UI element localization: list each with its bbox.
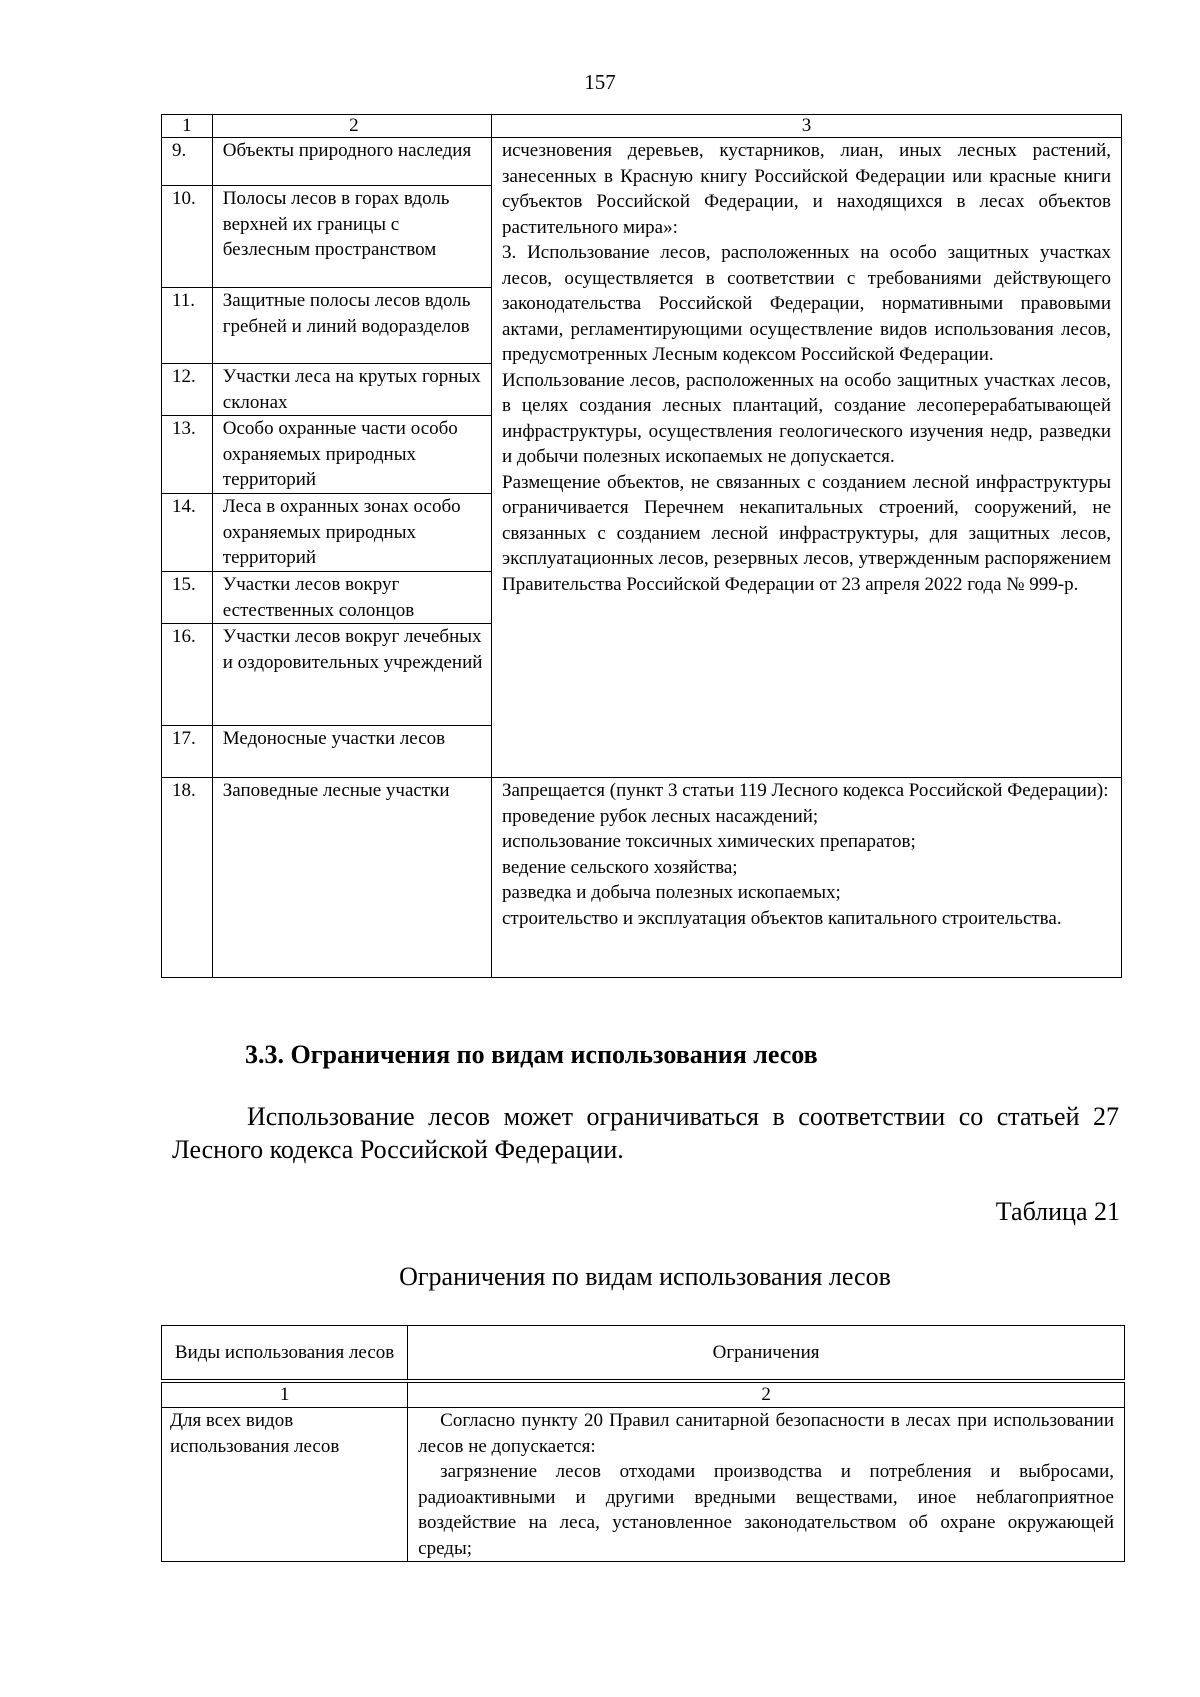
row-number: 14.	[162, 494, 213, 572]
table-number-row	[162, 1383, 1125, 1408]
row-number: 15.	[162, 572, 213, 624]
row-name: Медоносные участки лесов	[212, 726, 491, 778]
row-name: Объекты природного наследия	[212, 138, 491, 186]
row-name: Участки лесов вокруг естественных солонцов	[212, 572, 491, 624]
restriction-paragraph: 3. Использование лесов, расположенных на особо защитных участках лесов, осуществляется в соответствии с требованиями действующего законодательства Российской Федерации, нормативными правовыми актами, регламентирующими осуществление видов использования лесов, предусмотренных Лесным кодексом Российской Федерации.	[502, 242, 1111, 365]
restriction-paragraph: Использование лесов, расположенных на особо защитных участках лесов, в целях создания лесных плантаций, создание лесоперерабатывающей инфраструктуры, осуществления геологического изучения недр, разведки и добычи полезных ископаемых не допускается.	[502, 369, 1111, 467]
row-number: 11.	[162, 288, 213, 364]
column-header: Ограничения	[408, 1326, 1125, 1380]
table-row	[162, 778, 1122, 978]
restriction-line: использование токсичных химических препаратов;	[502, 831, 916, 852]
restrictions-cell	[492, 778, 1122, 978]
table-label: Таблица 21	[995, 1197, 1120, 1226]
row-number: 17.	[162, 726, 213, 778]
restriction-paragraph: Размещение объектов, не связанных с созданием лесной инфраструктуры ограничивается Перечнем некапитальных строений, сооружений, не связанных с созданием лесной инфраструктуры, для защитных лесов, эксплуатационных лесов, резервных лесов, утвержденным распоряжением Правительства Российской Федерации от 23 апреля 2022 года № 999-р.	[502, 471, 1111, 595]
table-row	[162, 1408, 1125, 1562]
restriction-paragraph: исчезновения деревьев, кустарников, лиан, иных лесных растений, занесенных в Красную книгу Российской Федерации или красные книги субъектов Российской Федерации, и находящихся в лесах объектов растительного мира»:	[502, 140, 1111, 238]
row-number: 10.	[162, 186, 213, 288]
column-header: 3	[492, 115, 1122, 138]
row-name: Полосы лесов в горах вдоль верхней их границы с безлесным пространством	[212, 186, 491, 288]
restriction-line: Запрещается (пункт 3 статьи 119 Лесного кодекса Российской Федерации):	[502, 780, 1109, 801]
table-title: Ограничения по видам использования лесов	[399, 1262, 891, 1291]
restrictions-cell	[408, 1408, 1125, 1562]
restriction-line: проведение рубок лесных насаждений;	[502, 805, 819, 827]
row-number: 13.	[162, 416, 213, 494]
row-number: 12.	[162, 364, 213, 416]
restriction-paragraph: Согласно пункту 20 Правил санитарной безопасности в лесах при использовании лесов не допускается:	[418, 1410, 1114, 1457]
row-name: Участки лесов вокруг лечебных и оздоровительных учреждений	[212, 624, 491, 726]
row-number: 18.	[162, 778, 213, 978]
column-number: 2	[408, 1383, 1125, 1408]
page-number: 157	[584, 70, 616, 94]
row-number: 16.	[162, 624, 213, 726]
section-heading: 3.3. Ограничения по видам использования лесов	[245, 1040, 818, 1069]
restriction-line: ведение сельского хозяйства;	[502, 856, 738, 878]
protective-areas-table	[161, 114, 1122, 978]
column-header: 1	[162, 115, 213, 138]
row-name: Заповедные лесные участки	[212, 778, 491, 978]
row-name: Особо охранные части особо охраняемых природных территорий	[212, 416, 491, 494]
table-row	[162, 138, 1122, 186]
usage-type: Для всех видов использования лесов	[162, 1408, 408, 1562]
row-name: Леса в охранных зонах особо охраняемых природных территорий	[212, 494, 491, 572]
restriction-line: строительство и эксплуатация объектов капитального строительства.	[502, 907, 1062, 929]
restrictions-cell	[492, 138, 1122, 778]
usage-restrictions-table	[161, 1325, 1125, 1562]
column-header: 2	[212, 115, 491, 138]
table-header-row	[162, 1326, 1125, 1380]
restriction-line: разведка и добыча полезных ископаемых;	[502, 882, 841, 903]
row-number: 9.	[162, 138, 213, 186]
column-header: Виды использования лесов	[162, 1326, 408, 1380]
restriction-paragraph: загрязнение лесов отходами производства и потребления и выбросами, радиоактивными и другими вредными веществами, иное неблагоприятное воздействие на леса, установленное законодательством об охране окружающей среды;	[418, 1461, 1114, 1559]
row-name: Защитные полосы лесов вдоль гребней и линий водоразделов	[212, 288, 491, 364]
column-number: 1	[162, 1383, 408, 1408]
row-name: Участки леса на крутых горных склонах	[212, 364, 491, 416]
section-paragraph: Использование лесов может ограничиваться в соответствии со статьей 27 Лесного кодекса Российской Федерации.	[172, 1102, 1119, 1164]
table-header-row	[162, 115, 1122, 138]
